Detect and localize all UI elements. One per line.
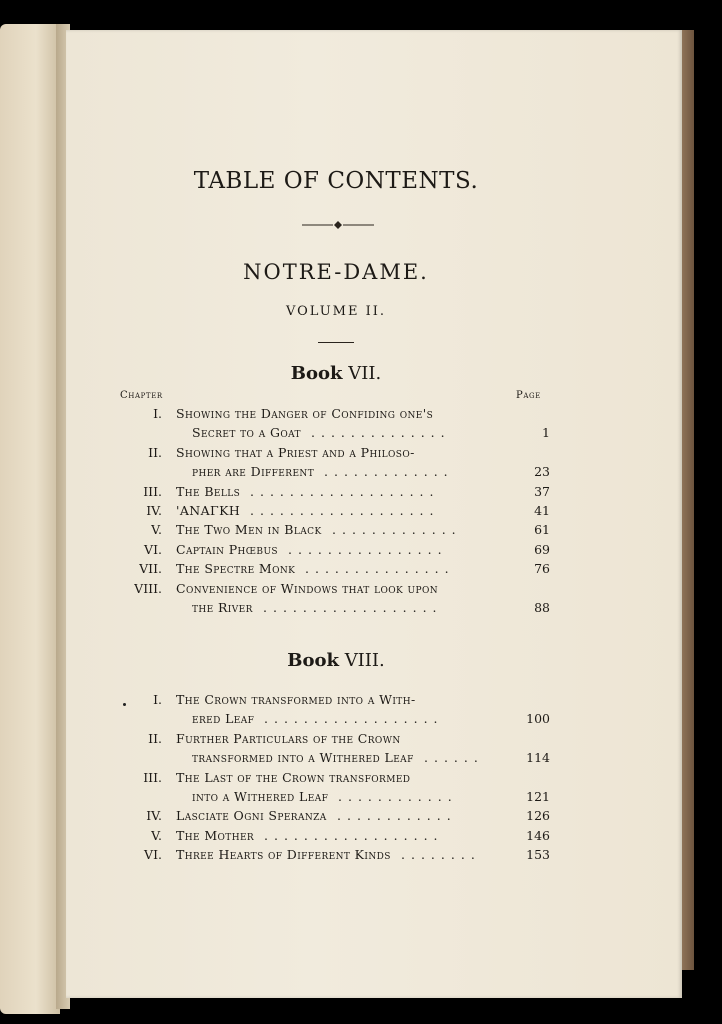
- chapter-title: pher are Different: [192, 464, 315, 480]
- dot-leader: ..................: [264, 827, 444, 843]
- chapter-title: The Bells: [176, 483, 241, 499]
- page-number: 121: [526, 789, 550, 804]
- chapter-number: IV.: [146, 808, 162, 824]
- chapter-number: VII.: [139, 561, 162, 577]
- book-label: Book: [287, 650, 339, 671]
- dot-leader: ...............: [305, 561, 455, 577]
- book-label: Book: [290, 363, 343, 384]
- chapter-number: V.: [151, 522, 162, 538]
- toc-line: [0, 443, 722, 463]
- toc-line: [0, 520, 722, 540]
- toc-line: [0, 729, 722, 749]
- toc-line: [0, 579, 722, 599]
- toc-line: [0, 709, 722, 729]
- dot-leader: ..................: [263, 600, 443, 615]
- dot-leader: .............: [332, 522, 462, 538]
- volume-label: VOLUME II.: [285, 304, 387, 319]
- chapter-title: The Last of the Crown transformed: [176, 769, 411, 785]
- chapter-title: Three Hearts of Different Kinds: [176, 847, 391, 863]
- dot-leader: ...................: [250, 503, 440, 518]
- page-title: TABLE OF CONTENTS.: [193, 168, 479, 194]
- page-number: 1: [542, 425, 550, 441]
- chapter-title: Captain Phœbus: [176, 541, 278, 557]
- toc-line: [0, 806, 722, 826]
- chapter-number: IV.: [146, 503, 162, 518]
- work-title: NOTRE-DAME.: [243, 260, 429, 284]
- dot-leader: ...................: [250, 483, 440, 499]
- page-column-label: Page: [516, 390, 541, 401]
- dot-leader: ............: [337, 808, 457, 824]
- chapter-number: I.: [153, 692, 162, 707]
- dot-leader: .............: [324, 464, 454, 480]
- page-number: 88: [534, 600, 550, 615]
- chapter-title: The Crown transformed into a With-: [176, 692, 416, 707]
- chapter-number: I.: [153, 406, 162, 421]
- toc-line: [0, 748, 722, 768]
- book-heading: [80, 363, 592, 384]
- chapter-number: V.: [151, 827, 162, 843]
- chapter-title: ered Leaf: [192, 711, 255, 727]
- chapter-title: Further Particulars of the Crown: [176, 730, 401, 746]
- ornament-divider: [300, 219, 376, 231]
- toc-line: [0, 845, 722, 865]
- book-numeral: VIII.: [344, 650, 385, 671]
- chapter-title: 'ΑΝΑΓΚΗ: [176, 503, 241, 518]
- page-number: 153: [526, 847, 550, 863]
- page-number: 61: [534, 522, 550, 538]
- page-number: 23: [534, 464, 550, 480]
- toc-line: [0, 462, 722, 482]
- dot-leader: ............: [338, 789, 458, 804]
- toc-line: [0, 690, 722, 710]
- book-numeral: VII.: [348, 363, 382, 384]
- chapter-number: VIII.: [134, 580, 162, 596]
- toc-line: [0, 501, 722, 521]
- chapter-title: The Spectre Monk: [176, 561, 296, 577]
- chapter-title: Lasciate Ogni Speranza: [176, 808, 327, 824]
- dot-leader: ..................: [264, 711, 444, 727]
- toc-line: [0, 787, 722, 807]
- book-heading: [80, 650, 592, 671]
- chapter-number: III.: [143, 483, 162, 499]
- dot-leader: ........: [401, 847, 481, 863]
- toc-line: [0, 768, 722, 788]
- chapter-title: Convenience of Windows that look upon: [176, 580, 439, 596]
- chapter-title: the River: [192, 600, 253, 615]
- chapter-number: III.: [143, 769, 162, 785]
- dot-leader: ......: [424, 750, 484, 766]
- toc-line: [0, 559, 722, 579]
- page-number: 126: [526, 808, 550, 824]
- chapter-title: The Two Men in Black: [176, 522, 322, 538]
- page-number: 100: [526, 711, 550, 727]
- chapter-number: II.: [148, 730, 162, 746]
- toc-line: [0, 598, 722, 618]
- toc-line: [0, 826, 722, 846]
- page-number: 41: [534, 503, 550, 518]
- page-number: 76: [534, 561, 550, 577]
- toc-line: [0, 423, 722, 443]
- chapter-title: Showing the Danger of Confiding one's: [176, 406, 434, 421]
- dot-leader: ..............: [311, 425, 451, 441]
- page-number: 37: [534, 483, 550, 499]
- chapter-title: into a Withered Leaf: [192, 789, 329, 804]
- chapter-column-label: Chapter: [120, 390, 163, 401]
- dot-leader: ................: [288, 541, 448, 557]
- chapter-title: Secret to a Goat: [192, 425, 301, 441]
- chapter-number: VI.: [144, 847, 162, 863]
- short-rule: [318, 342, 354, 343]
- chapter-title: The Mother: [176, 827, 255, 843]
- toc-line: [0, 404, 722, 424]
- chapter-number: VI.: [144, 541, 162, 557]
- toc-line: [0, 482, 722, 502]
- page-number: 114: [526, 750, 550, 766]
- chapter-title: transformed into a Withered Leaf: [192, 750, 414, 766]
- chapter-number: II.: [148, 444, 162, 460]
- chapter-title: Showing that a Priest and a Philoso-: [176, 444, 415, 460]
- page-number: 69: [534, 541, 550, 557]
- toc-line: [0, 540, 722, 560]
- page-number: 146: [526, 827, 550, 843]
